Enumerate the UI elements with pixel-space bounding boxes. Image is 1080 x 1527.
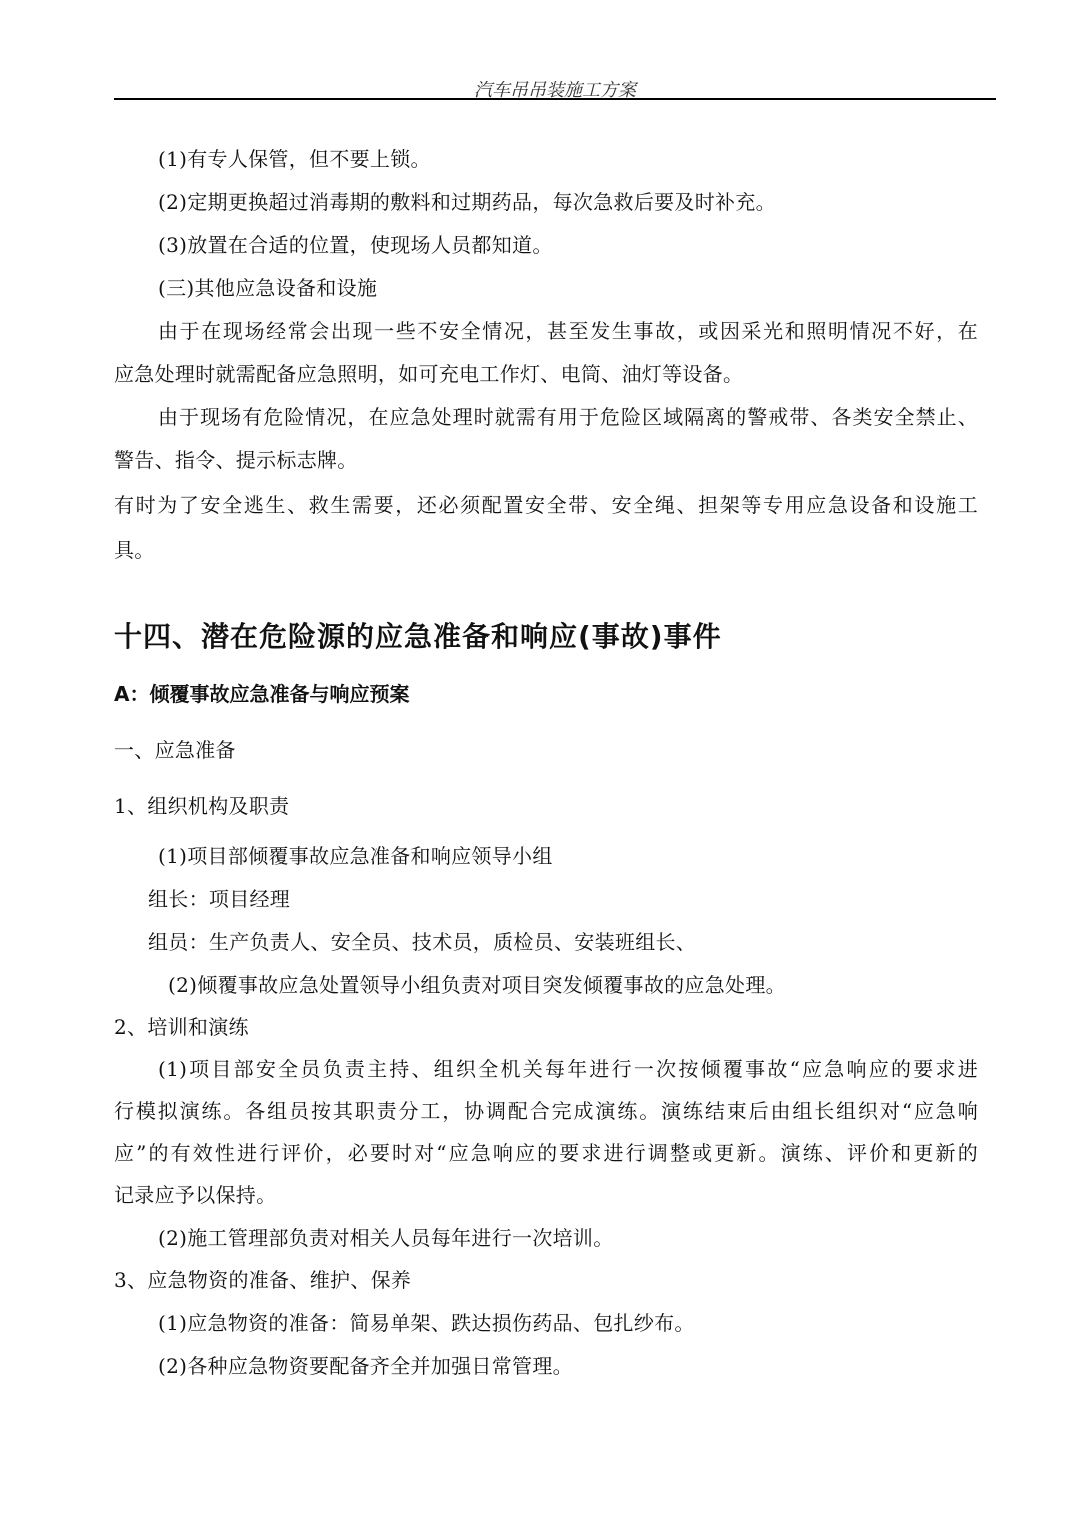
paragraph-escape-line-1: 有时为了安全逃生、救生需要，还必须配置安全带、安全绳、担架等专用应急设备和设施工 bbox=[114, 493, 978, 517]
training-line-2: 行模拟演练。各组员按其职责分工，协调配合完成演练。演练结束后由组长组织对“应急响 bbox=[114, 1099, 978, 1123]
supplies-item-1: (1)应急物资的准备：简易单架、跌达损伤药品、包扎纱布。 bbox=[158, 1311, 695, 1335]
page-header-title: 汽车吊吊装施工方案 bbox=[474, 80, 636, 101]
org-item-2: (2)倾覆事故应急处置领导小组负责对项目突发倾覆事故的应急处理。 bbox=[168, 973, 786, 997]
org-item-1: (1)项目部倾覆事故应急准备和响应领导小组 bbox=[158, 844, 553, 868]
training-line-4: 记录应予以保持。 bbox=[114, 1183, 277, 1207]
paragraph-item-3: (3)放置在合适的位置，使现场人员都知道。 bbox=[158, 233, 553, 257]
paragraph-subheading: (三)其他应急设备和设施 bbox=[158, 276, 378, 300]
section-heading: 十四、潜在危险源的应急准备和响应(事故)事件 bbox=[114, 620, 722, 653]
paragraph-item-1: (1)有专人保管，但不要上锁。 bbox=[158, 147, 431, 171]
paragraph-warning-line-2: 警告、指令、提示标志牌。 bbox=[114, 448, 358, 472]
paragraph-lighting-line-2: 应急处理时就需配备应急照明，如可充电工作灯、电筒、油灯等设备。 bbox=[114, 362, 744, 386]
training-line-3: 应”的有效性进行评价，必要时对“应急响应的要求进行调整或更新。演练、评价和更新的 bbox=[114, 1141, 978, 1165]
outline-heading-4: 3、应急物资的准备、维护、保养 bbox=[114, 1268, 412, 1292]
outline-heading-2: 1、组织机构及职责 bbox=[114, 794, 290, 818]
org-members: 组员：生产负责人、安全员、技术员，质检员、安装班组长、 bbox=[148, 930, 697, 954]
paragraph-escape-line-2: 具。 bbox=[114, 538, 155, 562]
outline-heading-1: 一、应急准备 bbox=[114, 738, 236, 762]
supplies-item-2: (2)各种应急物资要配备齐全并加强日常管理。 bbox=[158, 1354, 573, 1378]
subsection-heading: A：倾覆事故应急准备与响应预案 bbox=[114, 682, 410, 706]
training-line-1: (1)项目部安全员负责主持、组织全机关每年进行一次按倾覆事故“应急响应的要求进 bbox=[158, 1057, 978, 1081]
paragraph-item-2: (2)定期更换超过消毒期的敷料和过期药品，每次急救后要及时补充。 bbox=[158, 190, 776, 214]
outline-heading-3: 2、培训和演练 bbox=[114, 1015, 249, 1039]
header-divider bbox=[114, 98, 996, 100]
org-leader: 组长：项目经理 bbox=[148, 887, 291, 911]
paragraph-lighting-line-1: 由于在现场经常会出现一些不安全情况，甚至发生事故，或因采光和照明情况不好，在 bbox=[158, 319, 978, 343]
paragraph-warning-line-1: 由于现场有危险情况，在应急处理时就需有用于危险区域隔离的警戒带、各类安全禁止、 bbox=[158, 405, 978, 429]
training-item-2: (2)施工管理部负责对相关人员每年进行一次培训。 bbox=[158, 1226, 614, 1250]
